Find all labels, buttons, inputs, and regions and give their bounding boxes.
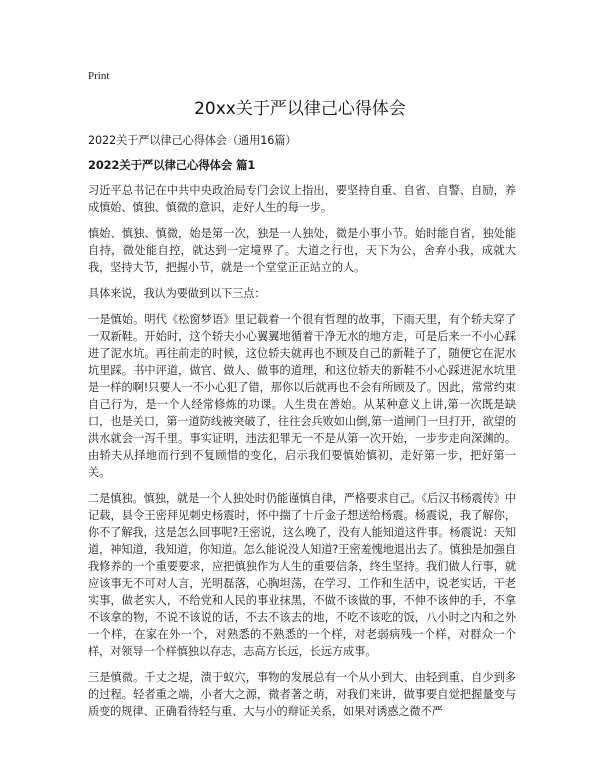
paragraph-shenwei: 三是慎微。千丈之堤，溃于蚁穴，事物的发展总有一个从小到大、由轻到重、自少到多的过程。轻者重之端，小者大之源，微者著之萌，对我们来讲，做事要自觉把握量变与质变的规律、正确看待轻与重、大与小的辩证关系，如果对诱惑之微不严 [88,671,516,718]
paragraph-three-points: 具体来说，我认为要做到以下三点： [88,287,266,300]
section-heading: 2022关于严以律己心得体会 篇1 [88,158,256,172]
paragraph-shenshi: 一是慎始。明代《松窗梦语》里记载着一个很有哲理的故事，下雨天里，有个轿夫穿了一双新鞋。开始时，这个轿夫小心翼翼地循着干净无水的地方走，可是后来一不小心踩进了泥水坑。再往前走的时候，这位轿夫就再也不顾及自己的新鞋子了，随便它在泥水坑里踩。书中评道，做官、做人、做事的道理，和这位轿夫的新鞋不小心踩进泥水坑里是一样的啊!只要人一不小心犯了错，那你以后就再也不会有所顾及了。因此，常常约束自己行为，是一个人经常修炼的功课。人生贵在善始。从某种意义上讲,第一次既是缺口，也是关口，第一道防线被突破了，往往会兵败如山倒,第一道闸门一旦打开，欲望的洪水就会一泻千里。事实证明，违法犯罪无一不是从第一次开始，一步步走向深渊的。由轿夫从择地而行到不复顾惜的变化，启示我们要慎始慎初，走好第一步，把好第一关。 [88,313,516,479]
paragraph-shendu: 二是慎独。慎独，就是一个人独处时仍能谨慎自律，严格要求自己。《后汉书杨震传》中记载，县令王密拜见刺史杨震时，怀中揣了十斤金子想送给杨震。杨震说，我了解你，你不了解我，这是怎么回事呢?王密说，这么晚了，没有人能知道这件事。杨震说：天知道，神知道，我知道，你知道。怎么能说没人知道?王密羞愧地退出去了。慎独是加强自我修养的一个重要要求，应把慎独作为人生的重要信条，终生坚持。我们做人行事，就应该事无不可对人言，光明磊落，心胸坦荡，在学习、工作和生活中，说老实话，干老实事，做老实人，不给党和人民的事业抹黑，不做不该做的事，不伸不该伸的手，不拿不该拿的物，不说不该说的话，不去不该去的地，不吃不该吃的饭，八小时之内和之外一个样，在家在外一个，对熟悉的不熟悉的一个样，对老弱病残一个样，对群众一个样，对领导一个样慎独以存志，志高方长远，长远方成事。 [88,492,516,658]
document-title: 20xx关于严以律己心得体会 [194,99,406,119]
document-subtitle: 2022关于严以律己心得体会（通用16篇） [88,134,297,147]
print-link[interactable]: Print [88,70,110,82]
document-body [88,132,516,729]
paragraph-definition: 慎始、慎独、慎微，始是第一次，独是一人独处，微是小事小节。始时能自省，独处能自持，微处能自控，就达到一定境界了。大道之行也，天下为公，舍弃小我，成就大我，坚持大节，把握小节，就是一个堂堂正正站立的人。 [88,227,516,274]
paragraph-intro: 习近平总书记在中共中央政治局专门会议上指出，要坚持自重、自省、自警、自励，养成慎始、慎独、慎微的意识，走好人生的每一步。 [88,184,516,214]
